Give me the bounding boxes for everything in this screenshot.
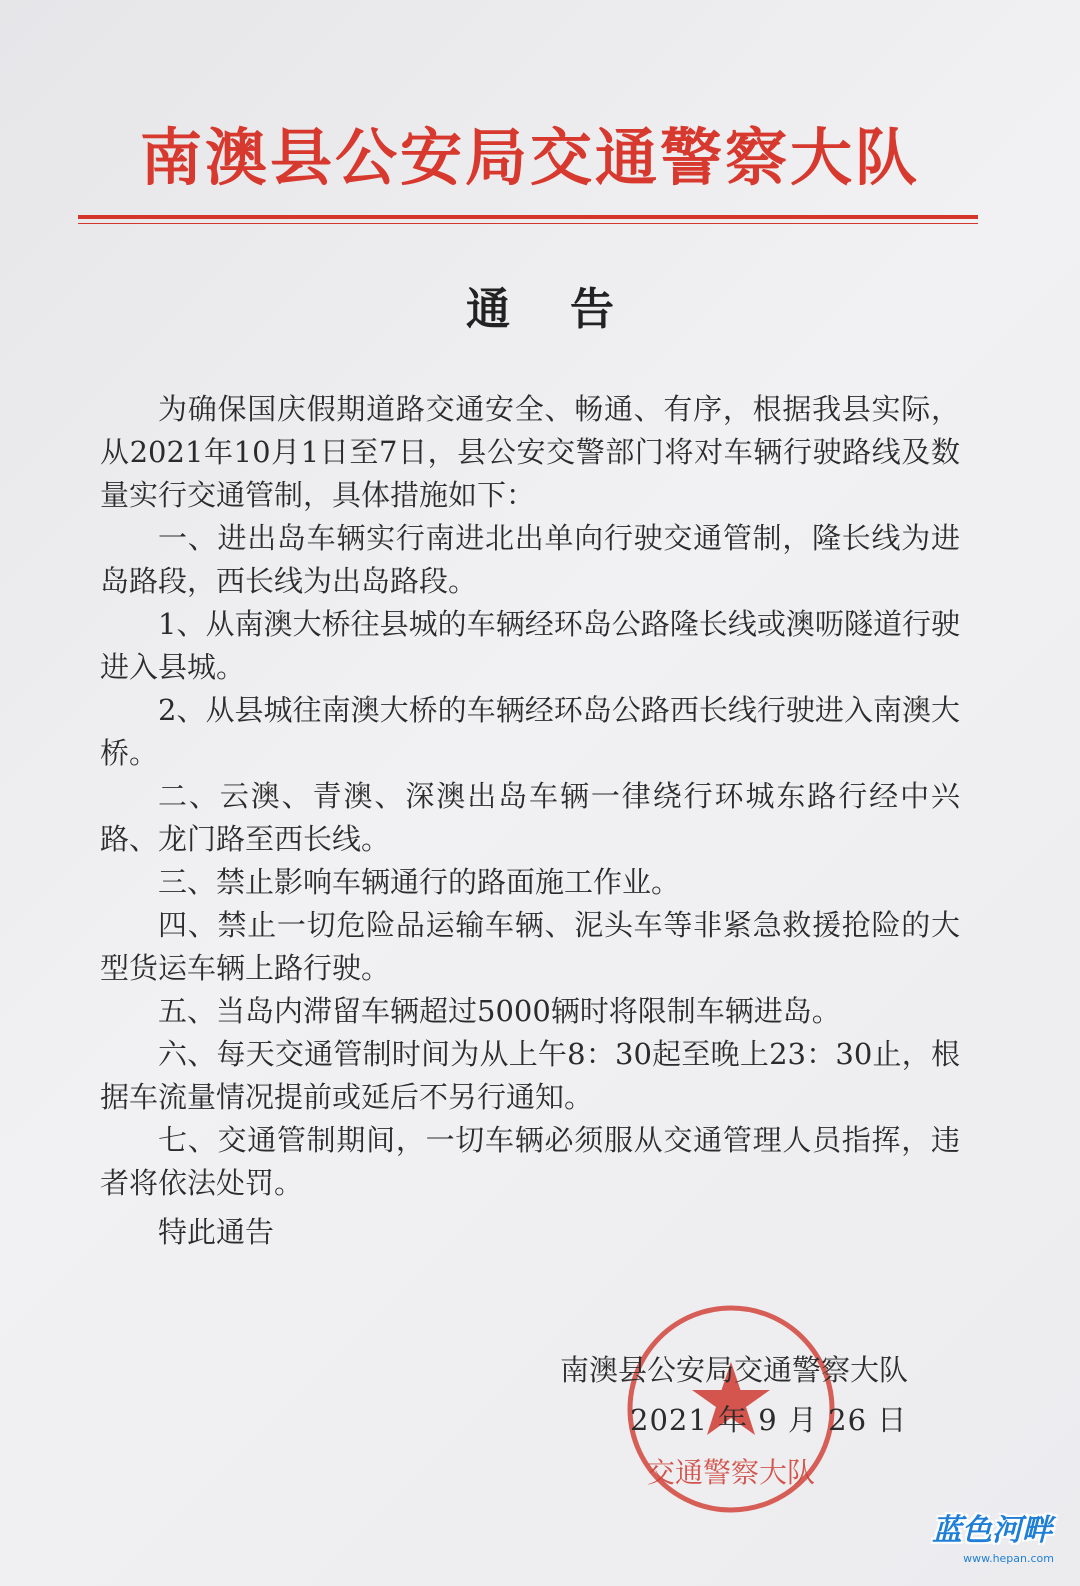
measure-1-route-1: 1、从南澳大桥往县城的车辆经环岛公路隆长线或澳呖隧道行驶进入县城。: [100, 607, 960, 684]
measure-4: 四、禁止一切危险品运输车辆、泥头车等非紧急救援抢险的大型货运车辆上路行驶。: [100, 908, 960, 985]
measure-1-route-2: 2、从县城往南澳大桥的车辆经环岛公路西长线行驶进入南澳大桥。: [100, 693, 960, 770]
measure-7: 七、交通管制期间，一切车辆必须服从交通管理人员指挥，违者将依法处罚。: [100, 1123, 960, 1200]
notice-body: [100, 388, 960, 1254]
header-red-rule: [78, 215, 978, 219]
measure-1: 一、进出岛车辆实行南进北出单向行驶交通管制，隆长线为进岛路段，西长线为出岛路段。: [100, 521, 960, 598]
signature-org: 南澳县公安局交通警察大队: [560, 1353, 909, 1387]
measure-2: 二、云澳、青澳、深澳出岛车辆一律绕行环城东路行经中兴路、龙门路至西长线。: [100, 779, 960, 856]
seal-inscription: 交通警察大队: [646, 1456, 816, 1489]
measure-6: 六、每天交通管制时间为从上午8：30起至晚上23：30止，根据车流量情况提前或延后不另行通知。: [100, 1037, 960, 1114]
signature-date: 2021 年 9 月 26 日: [630, 1403, 908, 1437]
watermark-brand: 蓝色河畔: [932, 1513, 1052, 1548]
measure-3: 三、禁止影响车辆通行的路面施工作业。: [158, 865, 681, 899]
site-watermark: [932, 1512, 1062, 1572]
header-red-rule-thin: [78, 223, 978, 224]
notice-title: 通告: [466, 284, 674, 335]
watermark-url: www.hepan.com: [963, 1552, 1054, 1565]
issuer-header-title: 南澳县公安局交通警察大队: [139, 121, 920, 194]
measure-5: 五、当岛内滞留车辆超过5000辆时将限制车辆进岛。: [158, 994, 841, 1028]
closing-line: 特此通告: [158, 1215, 275, 1249]
intro-paragraph: 为确保国庆假期道路交通安全、畅通、有序，根据我县实际，从2021年10月1日至7日，县公安交警部门将对车辆行驶路线及数量实行交通管制，具体措施如下：: [100, 392, 960, 512]
